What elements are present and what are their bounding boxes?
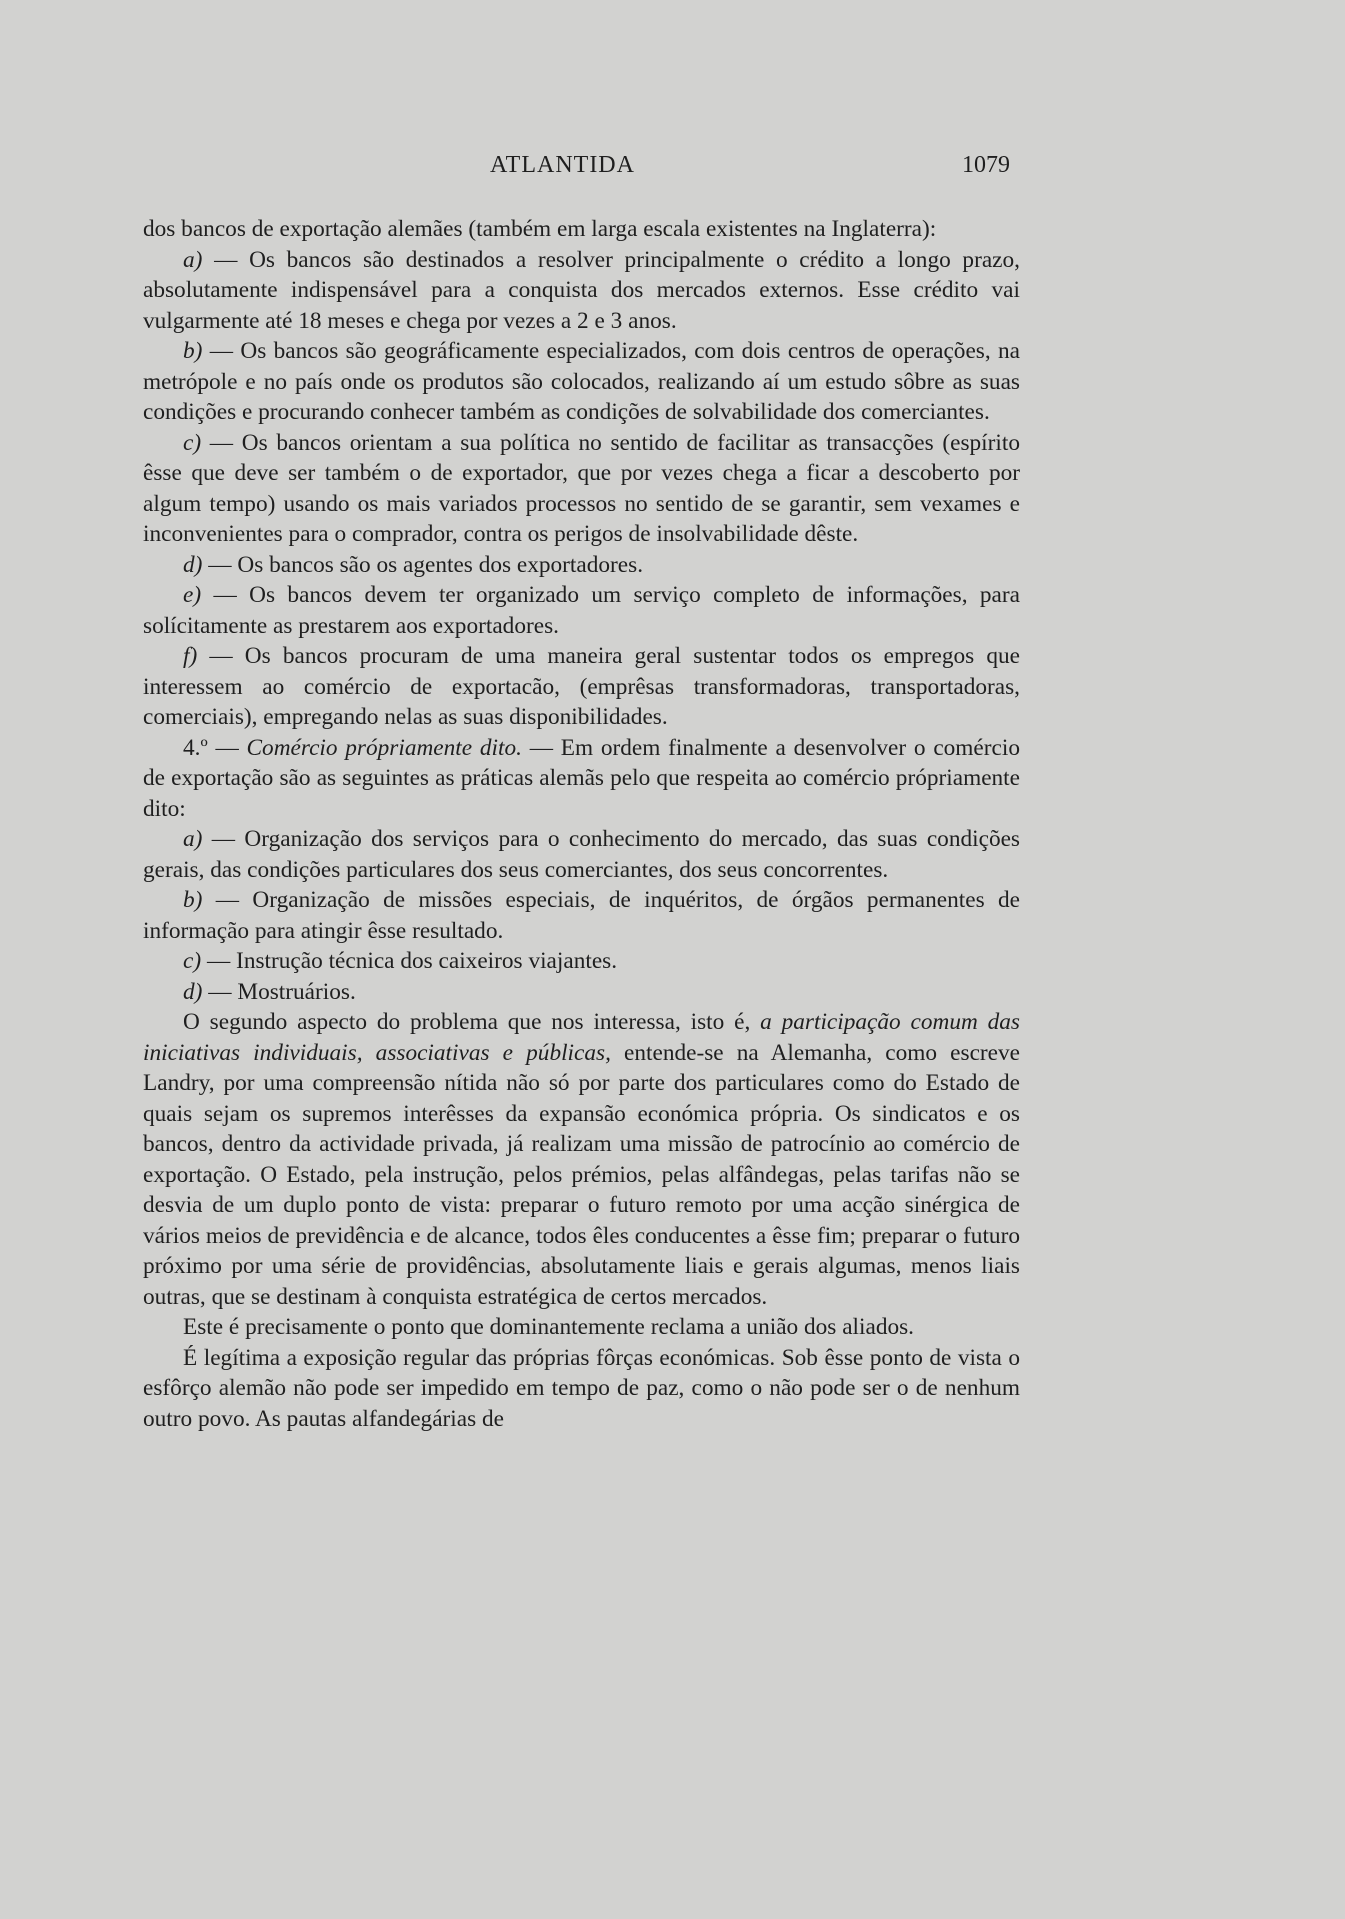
list-item [143,824,1020,885]
list-item [143,428,1020,550]
closing-paragraph-3 [143,1343,1020,1435]
closing-text-start: O segundo aspecto do problema que nos interessa, isto é, [183,1009,751,1035]
section-text: — Em ordem finalmente a desenvolver o comércio de exportação são as seguintes as práticas alemãs pelo que respeita ao comércio própriamente dito: [143,734,1020,822]
item-marker: c) [183,429,202,456]
item-text: — Os bancos procuram de uma maneira geral sustentar todos os empregos que interessem ao comércio de exportacão, (emprêsas transformadoras, transportadoras, comerciais), empregando nelas as suas disponibilidades. [143,643,1020,730]
paragraph-text: dos bancos de exportação alemães (também em larga escala existentes na Inglaterra): [143,216,937,242]
item-text: — Organização dos serviços para o conhecimento do mercado, das suas condições gerais, das condições particulares dos seus comerciantes, dos seus concorrentes. [143,826,1020,883]
item-text: — Os bancos são destinados a resolver principalmente o crédito a longo prazo, absolutamente indispensável para a conquista dos mercados externos. Esse crédito vai vulgarmente até 18 meses e chega por vezes a 2 e 3 anos. [143,246,1020,334]
item-marker: b) [183,338,203,364]
closing-italic-phrase: a participação comum das iniciativas individuais, associativas e públicas, [143,1009,1021,1066]
item-text: — Os bancos são geográficamente especializados, com dois centros de operações, na metrópole e no país onde os produtos são colocados, realizando aí um estudo sôbre as suas condições e procurando conhecer também as condições de solvabilidade dos comerciantes. [143,338,1020,425]
list-item [143,245,1020,337]
item-marker: a) [183,246,203,273]
item-text: — Os bancos são os agentes dos exportadores. [208,551,644,578]
item-text: — Os bancos orientam a sua política no sentido de facilitar as transacções (espírito êsse que deve ser também o de exportador, que por vezes chega a ficar a descoberto por algum tempo) usando os mais variados processos no sentido de se garantir, sem vexames e inconvenientes para o comprador, contra os perigos de insolvabilidade dêste. [143,429,1020,547]
list-item [143,336,1020,428]
section-title: Comércio própriamente dito. [246,734,522,761]
paragraph-intro [143,214,1020,245]
list-item [143,885,1020,946]
closing-paragraph-1 [143,1007,1020,1312]
list-item [143,580,1020,641]
list-item [143,641,1020,733]
page-header [160,152,1010,186]
item-marker: d) [183,551,203,578]
page-number: 1079 [962,152,1010,178]
item-text: — Organização de missões especiais, de inquéritos, de órgãos permanentes de informação para atingir êsse resultado. [143,887,1020,944]
list-item [143,946,1020,977]
section-number: 4.º — [183,734,239,761]
body-text [143,214,1020,1434]
closing-text: Este é precisamente o ponto que dominantemente reclama a união dos aliados. [183,1314,915,1340]
closing-text: É legítima a exposição regular das próprias fôrças económicas. Sob êsse ponto de vista o esfôrço alemão não pode ser impedido em tempo de paz, como o não pode ser o de nenhum outro povo. As pautas alfandegárias de [143,1344,1020,1432]
item-marker: e) [183,582,202,608]
item-marker: f) [183,643,198,669]
item-text: — Instrução técnica dos caixeiros viajantes. [206,948,618,974]
list-item [143,550,1020,581]
closing-paragraph-2 [143,1312,1020,1343]
item-marker: d) [183,978,203,1005]
item-marker: c) [183,948,202,974]
closing-text-end: entende-se na Alemanha, como escreve Landry, por uma compreensão nítida não só por parte dos particulares como do Estado de quais sejam os supremos interêsses da expansão económica própria. Os sindicatos e os bancos, dentro da actividade privada, já realizam uma missão de patrocínio ao comércio de exportação. O Estado, pela instrução, pelos prémios, pelas alfândegas, pelas tarifas não se desvia de um duplo ponto de vista: preparar o futuro remoto por uma acção sinérgica de vários meios de previdência e de alcance, todos êles conducentes a êsse fim; preparar o futuro próximo por uma série de providências, absolutamente liais e gerais algumas, menos liais outras, que se destinam à conquista estratégica de certos mercados. [143,1039,1020,1310]
item-text: — Os bancos devem ter organizado um serviço completo de informações, para solícitamente as prestarem aos exportadores. [143,582,1020,639]
item-text: — Mostruários. [208,978,356,1005]
section-4-paragraph [143,733,1020,825]
list-item [143,977,1020,1008]
item-marker: a) [183,826,203,852]
running-title: ATLANTIDA [490,152,635,178]
item-marker: b) [183,887,203,913]
